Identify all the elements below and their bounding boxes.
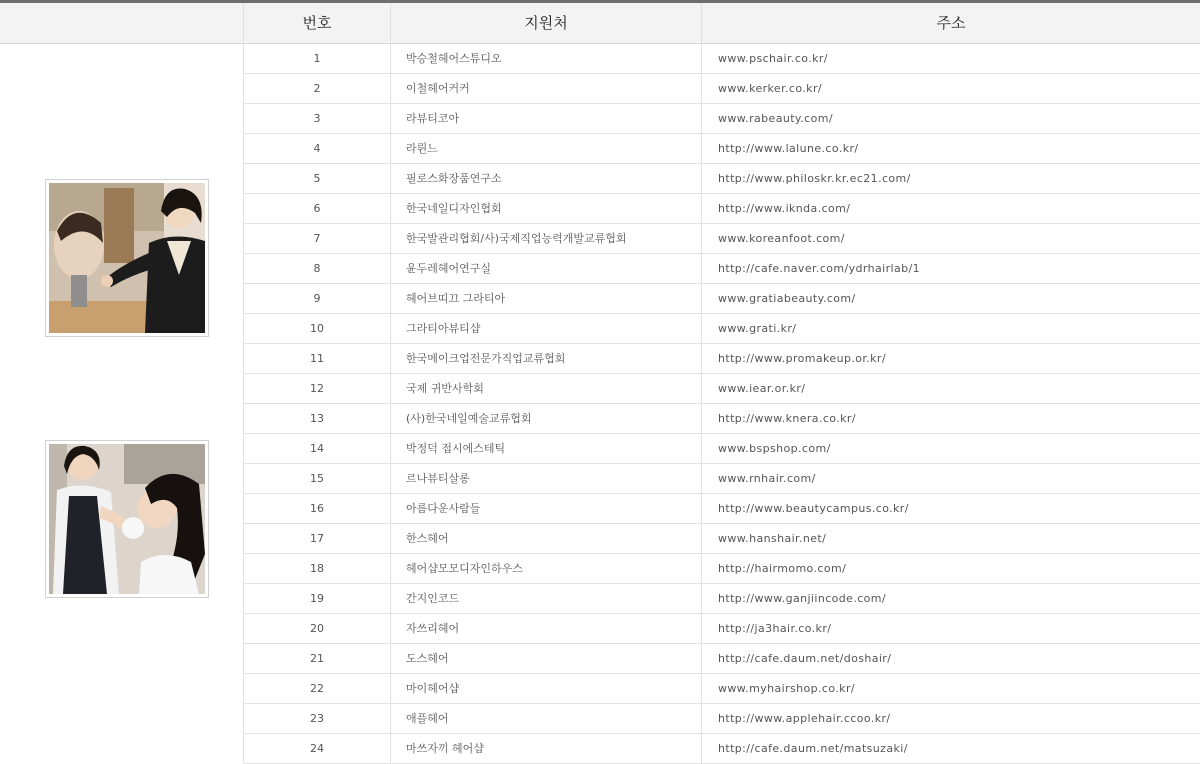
row-address-link[interactable]: http://www.beautycampus.co.kr/ [718, 502, 909, 515]
row-company-name: 헤어브띠끄 그라티아 [406, 292, 506, 305]
row-number: 21 [310, 652, 324, 665]
row-number: 20 [310, 622, 324, 635]
row-address-link[interactable]: www.pschair.co.kr/ [718, 52, 828, 65]
row-company-name: 박승철헤어스튜디오 [406, 52, 502, 65]
row-company-name: 자쓰리헤어 [406, 622, 460, 635]
row-company-name: 한국네일디자인협회 [406, 202, 502, 215]
table-row [244, 194, 1200, 224]
table-row [244, 584, 1200, 614]
header-address: 주소 [936, 14, 966, 32]
row-company-name: 마쓰자끼 헤어샵 [406, 742, 484, 755]
row-number: 4 [313, 142, 321, 155]
row-company-name: 라뷰티코아 [406, 112, 460, 125]
row-number: 18 [310, 562, 324, 575]
row-number: 24 [310, 742, 324, 755]
row-address-link[interactable]: http://www.lalune.co.kr/ [718, 142, 859, 155]
photo-hair-styling [45, 179, 209, 337]
row-address-link[interactable]: http://cafe.naver.com/ydrhairlab/1 [718, 262, 921, 275]
row-company-name: (사)한국네일예술교류협회 [406, 412, 532, 425]
row-address-link[interactable]: http://www.iknda.com/ [718, 202, 851, 215]
row-number: 1 [313, 52, 321, 65]
row-address-link[interactable]: http://www.promakeup.or.kr/ [718, 352, 886, 365]
row-company-name: 도스헤어 [406, 652, 449, 665]
row-number: 3 [313, 112, 321, 125]
row-company-name: 한국발관리협회/사)국제직업능력개발교류협회 [406, 232, 627, 245]
row-company-name: 한국메이크업전문가직업교류협회 [406, 352, 566, 365]
row-number: 8 [313, 262, 321, 275]
header-company: 지원처 [524, 14, 568, 32]
row-number: 12 [310, 382, 324, 395]
row-number: 22 [310, 682, 324, 695]
row-address-link[interactable]: http://www.applehair.ccoo.kr/ [718, 712, 891, 725]
table-row [244, 344, 1200, 374]
row-company-name: 이철헤어커커 [406, 82, 470, 95]
row-number: 16 [310, 502, 324, 515]
table-row [244, 104, 1200, 134]
row-address-link[interactable]: http://hairmomo.com/ [718, 562, 847, 575]
row-company-name: 국제 귀반사학회 [406, 382, 484, 395]
row-company-name: 박정덕 접시에스테틱 [406, 442, 506, 455]
table-row [244, 674, 1200, 704]
row-number: 6 [313, 202, 321, 215]
row-address-link[interactable]: www.gratiabeauty.com/ [718, 292, 856, 305]
table-row [244, 614, 1200, 644]
row-company-name: 아름다운사람들 [406, 502, 481, 515]
row-address-link[interactable]: http://www.knera.co.kr/ [718, 412, 856, 425]
row-company-name: 필로스화장품연구소 [406, 172, 502, 185]
table-row [244, 704, 1200, 734]
row-number: 15 [310, 472, 324, 485]
row-address-link[interactable]: http://cafe.daum.net/doshair/ [718, 652, 892, 665]
row-number: 9 [313, 292, 321, 305]
table-row [244, 554, 1200, 584]
row-address-link[interactable]: www.myhairshop.co.kr/ [718, 682, 855, 695]
row-address-link[interactable]: www.hanshair.net/ [718, 532, 827, 545]
row-number: 23 [310, 712, 324, 725]
header-number: 번호 [302, 14, 332, 32]
row-company-name: 헤어샵모모디자인하우스 [406, 562, 523, 575]
table-row [244, 644, 1200, 674]
row-company-name: 애플헤어 [406, 712, 449, 725]
row-number: 19 [310, 592, 324, 605]
table-row [244, 524, 1200, 554]
table-row [244, 734, 1200, 764]
row-number: 7 [313, 232, 321, 245]
row-address-link[interactable]: www.bspshop.com/ [718, 442, 831, 455]
table-row [244, 464, 1200, 494]
table-row [244, 224, 1200, 254]
row-company-name: 한스헤어 [406, 532, 449, 545]
table-row [244, 134, 1200, 164]
row-address-link[interactable]: www.kerker.co.kr/ [718, 82, 822, 95]
row-company-name: 르나뷰티살롱 [406, 472, 470, 485]
row-company-name: 그라티아뷰티샵 [406, 322, 481, 335]
row-address-link[interactable]: http://www.philoskr.kr.ec21.com/ [718, 172, 911, 185]
row-company-name: 라륀느 [406, 142, 438, 155]
row-company-name: 마이헤어샵 [406, 682, 460, 695]
row-number: 10 [310, 322, 324, 335]
row-address-link[interactable]: www.rnhair.com/ [718, 472, 816, 485]
row-number: 13 [310, 412, 324, 425]
row-number: 17 [310, 532, 324, 545]
row-address-link[interactable]: www.iear.or.kr/ [718, 382, 806, 395]
row-number: 2 [313, 82, 321, 95]
row-address-link[interactable]: http://cafe.daum.net/matsuzaki/ [718, 742, 908, 755]
table-row [244, 164, 1200, 194]
table-row [244, 374, 1200, 404]
table-row [244, 404, 1200, 434]
table-row [244, 44, 1200, 74]
row-address-link[interactable]: www.grati.kr/ [718, 322, 797, 335]
row-company-name: 간지인코드 [406, 592, 460, 605]
photo-makeup [45, 440, 209, 598]
row-number: 5 [313, 172, 321, 185]
row-address-link[interactable]: www.rabeauty.com/ [718, 112, 833, 125]
row-number: 14 [310, 442, 324, 455]
table-row [244, 74, 1200, 104]
table-row [244, 434, 1200, 464]
row-address-link[interactable]: www.koreanfoot.com/ [718, 232, 845, 245]
row-address-link[interactable]: http://www.ganjiincode.com/ [718, 592, 887, 605]
table-row [244, 314, 1200, 344]
table-row [244, 494, 1200, 524]
row-number: 11 [310, 352, 324, 365]
table-row [244, 254, 1200, 284]
row-address-link[interactable]: http://ja3hair.co.kr/ [718, 622, 832, 635]
row-company-name: 윤두레헤어연구실 [406, 262, 492, 275]
table-body [244, 44, 1200, 764]
table-row [244, 284, 1200, 314]
